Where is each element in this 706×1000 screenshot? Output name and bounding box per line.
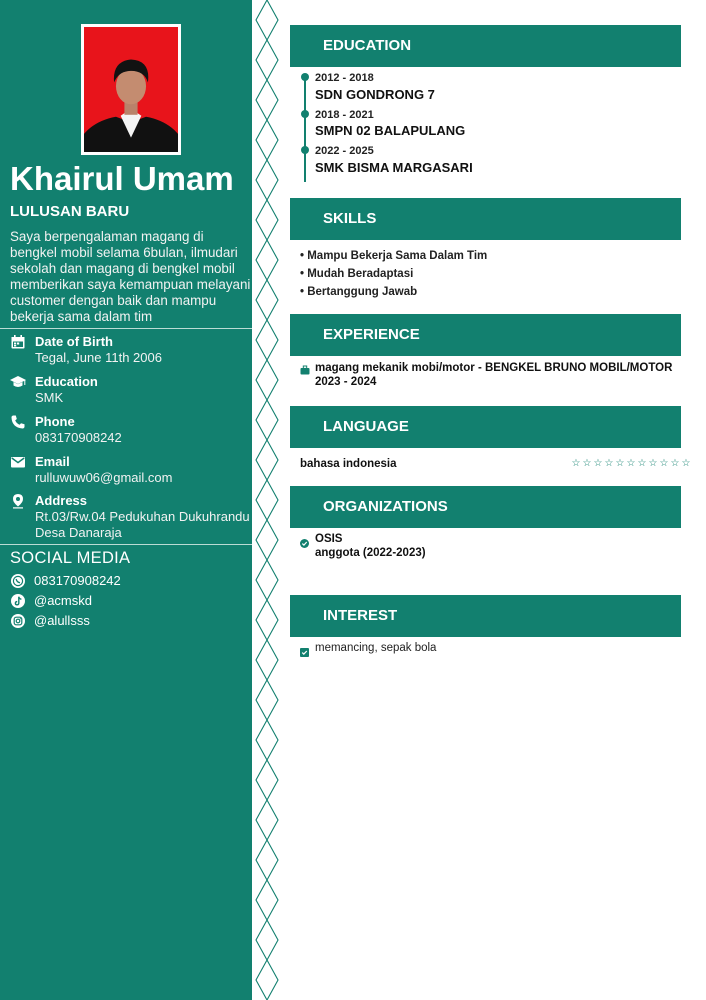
timeline-dot: [301, 110, 309, 118]
star-icon: ☆: [648, 458, 658, 469]
education-school: SDN GONDRONG 7: [315, 87, 435, 102]
diamond-shape: [256, 680, 278, 720]
timeline-dot: [301, 73, 309, 81]
location-pin-icon: [10, 493, 26, 509]
diamond-shape: [256, 880, 278, 920]
education-timeline-line: [304, 74, 306, 182]
diamond-shape: [256, 0, 278, 40]
diamond-shape: [256, 440, 278, 480]
diamond-pattern-border: [252, 0, 282, 1000]
diamond-shape: [256, 760, 278, 800]
star-icon: ☆: [615, 458, 625, 469]
diamond-shape: [256, 960, 278, 1000]
skill-item: • Mampu Bekerja Sama Dalam Tim: [300, 250, 488, 262]
experience-period: 2023 - 2024: [315, 376, 377, 388]
star-icon: ☆: [670, 458, 680, 469]
diamond-shape: [256, 560, 278, 600]
social-value: 083170908242: [34, 573, 121, 588]
profile-name: Khairul Umam: [10, 160, 234, 197]
divider: [0, 328, 252, 329]
info-value: Rt.03/Rw.04 Pedukuhan Dukuhrandu Desa Danaraja: [35, 509, 250, 540]
section-header-language: LANGUAGE: [290, 406, 681, 448]
section-header-experience: EXPERIENCE: [290, 314, 681, 356]
education-years: 2018 - 2021: [315, 109, 374, 121]
experience-title: magang mekanik mobi/motor - BENGKEL BRUNO MOBIL/MOTOR: [315, 362, 673, 374]
diamond-shape: [256, 40, 278, 80]
star-icon: ☆: [571, 458, 581, 469]
info-value: Tegal, June 11th 2006: [35, 350, 162, 365]
education-years: 2012 - 2018: [315, 72, 374, 84]
info-value: SMK: [35, 390, 64, 405]
section-header-organizations: ORGANIZATIONS: [290, 486, 681, 528]
diamond-shape: [256, 200, 278, 240]
diamond-shape: [256, 320, 278, 360]
calendar-icon: [10, 334, 26, 350]
tiktok-icon: [10, 593, 26, 609]
star-icon: ☆: [582, 458, 592, 469]
profile-subtitle: LULUSAN BARU: [10, 203, 130, 220]
language-rating: [571, 457, 691, 471]
info-label: Address: [35, 493, 88, 508]
social-value: @acmskd: [34, 593, 92, 608]
star-icon: ☆: [681, 458, 691, 469]
email-icon: [10, 454, 26, 470]
diamond-shape: [256, 520, 278, 560]
diamond-shape: [256, 800, 278, 840]
briefcase-icon: [300, 362, 310, 372]
divider: [0, 544, 252, 545]
timeline-dot: [301, 146, 309, 154]
star-icon: ☆: [593, 458, 603, 469]
diamond-shape: [256, 360, 278, 400]
instagram-icon: [10, 613, 26, 629]
section-header-education: EDUCATION: [290, 25, 681, 67]
info-label: Phone: [35, 414, 75, 429]
info-label: Email: [35, 454, 70, 469]
profile-photo: [81, 24, 181, 155]
sidebar: [0, 0, 252, 1000]
diamond-shape: [256, 840, 278, 880]
info-label: Education: [35, 374, 98, 389]
graduation-cap-icon: [10, 374, 26, 390]
checkbox-icon: [300, 644, 309, 653]
profile-summary: Saya berpengalaman magang di bengkel mobil selama 6bulan, ilmudari sekolah dan magang di bengkel mobil memberikan saya kemampuan melayani customer dengan baik dan mampu bekerja sama dalam tim: [10, 229, 251, 324]
section-header-interest: INTEREST: [290, 595, 681, 637]
diamond-shape: [256, 600, 278, 640]
interest-text: memancing, sepak bola: [315, 642, 437, 654]
diamond-shape: [256, 400, 278, 440]
language-name: bahasa indonesia: [300, 458, 397, 470]
education-years: 2022 - 2025: [315, 145, 374, 157]
skill-item: • Mudah Beradaptasi: [300, 268, 414, 280]
diamond-shape: [256, 120, 278, 160]
education-school: SMK BISMA MARGASARI: [315, 160, 473, 175]
education-school: SMPN 02 BALAPULANG: [315, 123, 466, 138]
organization-name: OSIS: [315, 533, 343, 545]
star-icon: ☆: [626, 458, 636, 469]
info-value: rulluwuw06@gmail.com: [35, 470, 173, 485]
diamond-shape: [256, 640, 278, 680]
social-media-title: SOCIAL MEDIA: [10, 549, 131, 567]
info-label: Date of Birth: [35, 334, 113, 349]
diamond-shape: [256, 480, 278, 520]
star-icon: ☆: [604, 458, 614, 469]
diamond-shape: [256, 280, 278, 320]
organization-role: anggota (2022-2023): [315, 547, 426, 559]
diamond-shape: [256, 160, 278, 200]
phone-icon: [10, 414, 26, 430]
section-header-skills: SKILLS: [290, 198, 681, 240]
star-icon: ☆: [637, 458, 647, 469]
diamond-pattern-svg: [252, 0, 282, 1000]
whatsapp-icon: [10, 573, 26, 589]
diamond-shape: [256, 720, 278, 760]
experience-entry: [315, 361, 672, 389]
diamond-shape: [256, 920, 278, 960]
star-icon: ☆: [659, 458, 669, 469]
diamond-shape: [256, 80, 278, 120]
diamond-shape: [256, 240, 278, 280]
social-value: @alullsss: [34, 613, 90, 628]
info-value: 083170908242: [35, 430, 122, 445]
check-circle-icon: [300, 535, 309, 544]
skill-item: • Bertanggung Jawab: [300, 286, 418, 298]
